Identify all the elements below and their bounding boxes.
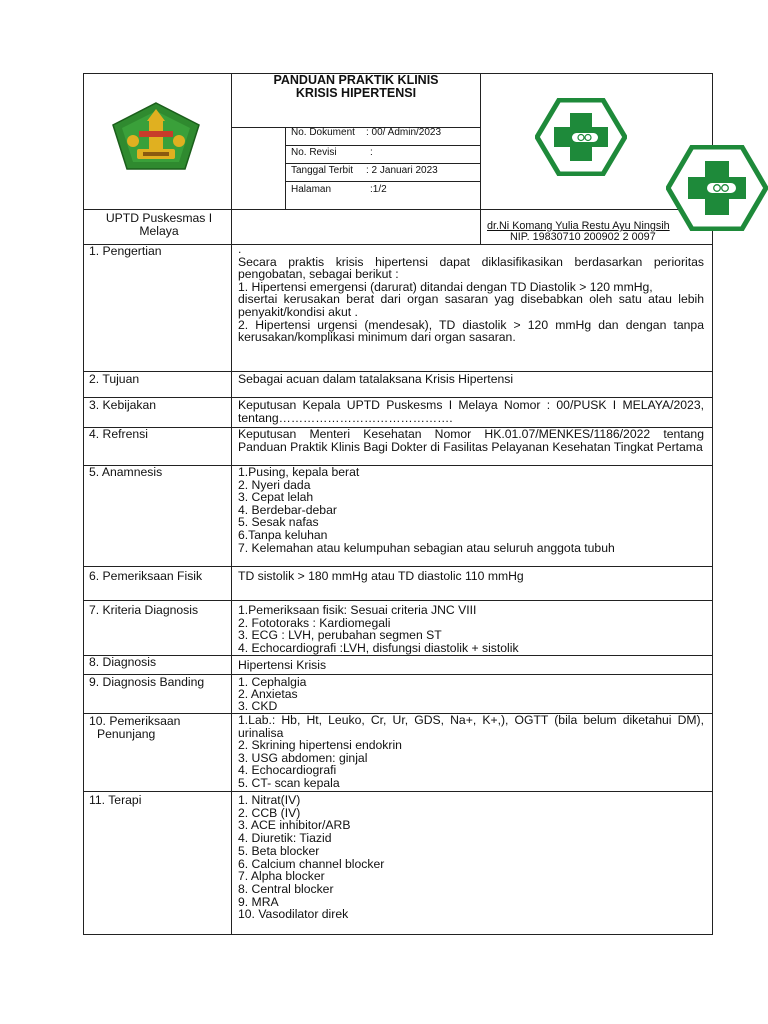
list-item: 2. Anxietas <box>238 687 298 702</box>
list-item: 8. Central blocker <box>238 881 334 896</box>
list-item: 1. Nitrat(IV) <box>238 793 301 807</box>
meta-label-page: Halaman <box>291 184 332 195</box>
list-item: 4. Diuretik: Tiazid <box>238 831 332 846</box>
section-label-tujuan: 2. Tujuan <box>89 372 140 386</box>
signatory-nip: NIP. 19830710 200902 2 0097 <box>510 231 656 243</box>
diagnosis-banding-list <box>238 676 704 713</box>
list-item: 3. ECG : LVH, perubahan segmen ST <box>238 628 442 643</box>
list-item: 5. Beta blocker <box>238 843 320 858</box>
puskesmas-logo <box>535 98 627 176</box>
section-label-anamnesis: 5. Anamnesis <box>89 465 163 479</box>
section-label-diagnosis-banding: 9. Diagnosis Banding <box>89 675 205 689</box>
list-item: 2. Skrining hipertensi endokrin <box>238 738 402 753</box>
kriteria-diagnosis-list <box>238 604 704 654</box>
section-label-kriteria-diagnosis: 7. Kriteria Diagnosis <box>89 603 199 617</box>
pemeriksaan-penunjang-list <box>238 714 704 790</box>
section-label-refrensi: 4. Refrensi <box>89 427 148 441</box>
pengertian-content <box>238 243 704 344</box>
list-item: 6.Tanpa keluhan <box>238 527 328 542</box>
pengertian-line: 2. Hipertensi urgensi (mendesak), TD diastolik > 120 mmHg dan dengan tanpa kerusakan/komplikasi minimum dari organ sasaran. <box>238 317 704 345</box>
terapi-list <box>238 794 704 921</box>
document-title-line2: KRISIS HIPERTENSI <box>295 86 417 100</box>
list-item: 10. Vasodilator direk <box>238 907 349 922</box>
list-item: 7. Kelemahan atau kelumpuhan sebagian atau seluruh anggota tubuh <box>238 540 615 555</box>
section-label-pengertian: 1. Pengertian <box>89 244 162 258</box>
list-item: 9. MRA <box>238 894 279 909</box>
list-item: 4. Berdebar-debar <box>238 502 337 517</box>
section-label-kebijakan: 3. Kebijakan <box>89 398 157 412</box>
regency-crest-logo <box>111 101 201 171</box>
organization-name: UPTD Puskesmas I Melaya <box>105 211 213 238</box>
meta-value-document: : 00/ Admin/2023 <box>366 127 442 138</box>
puskesmas-logo-overlay <box>666 145 768 231</box>
anamnesis-list <box>238 466 704 554</box>
meta-value-page: :1/2 <box>370 184 387 195</box>
kebijakan-content: Keputusan Kepala UPTD Puskesms I Melaya Nomor : 00/PUSK I MELAYA/2023, tentang……………………………………. <box>238 398 704 425</box>
list-item: 3. CKD <box>238 699 278 714</box>
list-item: 4. Echocardiografi <box>238 763 337 778</box>
diagnosis-content: Hipertensi Krisis <box>238 658 327 672</box>
pengertian-line: Secara praktis krisis hipertensi dapat diklasifikasikan berdasarkan perioritas pengobatan, sebagai berikut : <box>238 254 704 282</box>
list-item: 1.Lab.: Hb, Ht, Leuko, Cr, Ur, GDS, Na+, K+,), OGTT (bila belum diketahui DM), urinalisa <box>238 713 704 740</box>
list-item: 2. CCB (IV) <box>238 805 301 820</box>
tujuan-content: Sebagai acuan dalam tatalaksana Krisis Hipertensi <box>238 372 514 386</box>
list-item: 3. ACE inhibitor/ARB <box>238 818 351 833</box>
list-item: 3. USG abdomen: ginjal <box>238 750 368 765</box>
pemeriksaan-fisik-content: TD sistolik > 180 mmHg atau TD diastolic 110 mmHg <box>238 569 524 583</box>
pengertian-dot: . <box>238 242 242 256</box>
list-item: 1.Pusing, kepala berat <box>238 465 360 479</box>
list-item: 5. Sesak nafas <box>238 515 319 530</box>
refrensi-content: Keputusan Menteri Kesehatan Nomor HK.01.07/MENKES/1186/2022 tentang Panduan Praktik Klinis Bagi Dokter di Fasilitas Pelayanan Kesehatan Tingkat Pertama <box>238 427 704 454</box>
list-item: 5. CT- scan kepala <box>238 775 340 790</box>
meta-label-revision: No. Revisi <box>291 147 337 158</box>
document-title-line1: PANDUAN PRAKTIK KLINIS <box>273 73 439 87</box>
list-item: 6. Calcium channel blocker <box>238 856 385 871</box>
list-item: 7. Alpha blocker <box>238 869 325 884</box>
pengertian-line: disertai kerusakan berat dari organ sasaran yag disebabkan oleh satu atau lebih penyakit/kondisi akut . <box>238 292 704 319</box>
meta-label-document: No. Dokument <box>291 127 355 138</box>
meta-label-issue-date: Tanggal Terbit <box>291 165 354 176</box>
list-item: 1.Pemeriksaan fisik: Sesuai criteria JNC VIII <box>238 603 477 617</box>
list-item: 2. Fototoraks : Kardiomegali <box>238 615 391 630</box>
list-item: 1. Cephalgia <box>238 675 307 689</box>
pengertian-line: 1. Hipertensi emergensi (darurat) ditandai dengan TD Diastolik > 120 mmHg, <box>238 279 653 294</box>
meta-value-issue-date: : 2 Januari 2023 <box>366 165 438 176</box>
meta-value-revision: : <box>370 147 373 158</box>
section-label-pemeriksaan-penunjang: 10. Pemeriksaan <box>89 714 181 728</box>
list-item: 4. Echocardiografi :LVH, disfungsi diastolik + sistolik <box>238 640 519 655</box>
signatory-name: dr.Ni Komang Yulia Restu Ayu Ningsih <box>487 220 670 232</box>
section-label-terapi: 11. Terapi <box>89 793 142 807</box>
list-item: 3. Cepat lelah <box>238 490 314 505</box>
section-label-pemeriksaan-penunjang-2: Penunjang <box>97 727 156 741</box>
section-label-pemeriksaan-fisik: 6. Pemeriksaan Fisik <box>89 569 203 583</box>
list-item: 2. Nyeri dada <box>238 477 311 492</box>
section-label-diagnosis: 8. Diagnosis <box>89 655 157 669</box>
